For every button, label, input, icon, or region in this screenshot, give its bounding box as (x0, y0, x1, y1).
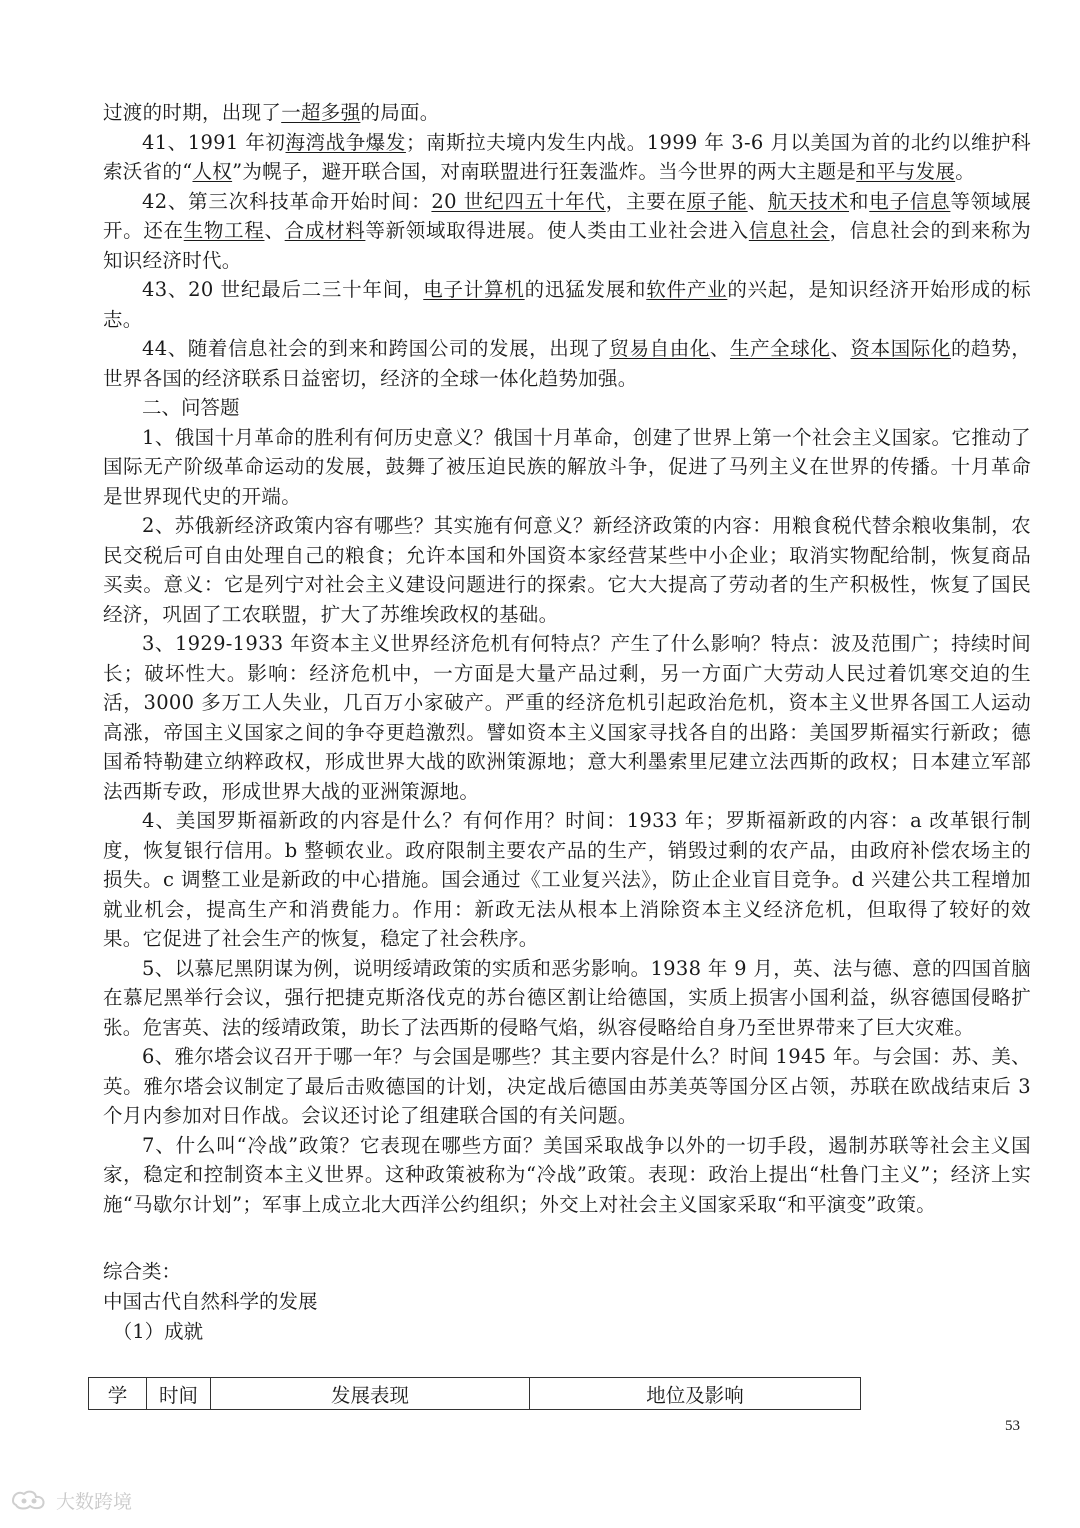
page-content (103, 98, 1031, 1347)
underlined-answer: 海湾战争爆发 (285, 130, 406, 154)
underlined-answer: 合成材料 (284, 219, 366, 242)
watermark-logo-icon (10, 1487, 50, 1513)
qa-item-3: 3、1929-1933 年资本主义世界经济危机有何特点？产生了什么影响？特点：波及范围广；持续时间长；破坏性大。影响：经济危机中，一方面是大量产品过剩，另一方面广大劳动人民过着饥寒交迫的生活，3000 多万工人失业，几百万小家破产。严重的经济危机引起政治危机，资本主义世界各国工人运动高涨，帝国主义国家之间的争夺更趋激烈。譬如资本主义国家寻找各自的出路：美国罗斯福实行新政；德国希特勒建立纳粹政权，形成世界大战的欧洲策源地；意大利墨索里尼建立法西斯的政权；日本建立军部法西斯专政，形成世界大战的亚洲策源地。 (103, 632, 1031, 803)
table-header-cell: 地位及影响 (530, 1378, 861, 1410)
qa-item-7: 7、什么叫“冷战”政策？它表现在哪些方面？美国采取战争以外的一切手段，遏制苏联等社会主义国家，稳定和控制资本主义世界。这种政策被称为“冷战”政策。表现：政治上提出“杜鲁门主义”；经济上实施“马歇尔计划”；军事上成立北大西洋公约组织；外交上对社会主义国家采取“和平演变”政策。 (103, 1133, 1031, 1216)
underlined-answer: 一超多强 (281, 101, 361, 124)
underlined-answer: 生产全球化 (730, 337, 831, 360)
underlined-answer: 航天技术 (767, 189, 850, 213)
underlined-answer: 软件产业 (646, 278, 728, 301)
qa-item-6: 6、雅尔塔会议召开于哪一年？与会国是哪些？其主要内容是什么？时间 1945 年。与会国：苏、美、英。雅尔塔会议制定了最后击败德国的计划，决定战后德国由苏美英等国分区占领，苏联在欧战结束后 3 个月内参加对日作战。会议还讨论了组建联合国的有关问题。 (103, 1045, 1031, 1127)
underlined-answer: 人权 (192, 160, 233, 183)
underlined-answer: 和平与发展 (856, 160, 956, 183)
qa-item-5: 5、以慕尼黑阴谋为例，说明绥靖政策的实质和恶劣影响。1938 年 9 月，英、法与德、意的四国首脑在慕尼黑举行会议，强行把捷克斯洛伐克的苏台德区割让给德国，实质上损害小国利益，纵容德国侵略扩张。危害英、法的绥靖政策，助长了法西斯的侵略气焰，纵容侵略给自身乃至世界带来了巨大灾难。 (103, 956, 1031, 1039)
table-header-cell: 学 (89, 1378, 147, 1410)
qa-item-2: 2、苏俄新经济政策内容有哪些？其实施有何意义？新经济政策的内容：用粮食税代替余粮收集制，农民交税后可自由处理自己的粮食；允许本国和外国资本家经营某些中小企业；取消实物配给制，恢复商品买卖。意义：它是列宁对社会主义建设问题进行的探索。它大大提高了劳动者的生产积极性，恢复了国民经济，巩固了工农联盟，扩大了苏维埃政权的基础。 (103, 514, 1031, 626)
section-heading-qa: 二、问答题 (142, 396, 240, 419)
underlined-answer: 电子信息 (869, 189, 951, 213)
table-header-row (89, 1378, 861, 1410)
watermark-text: 大数跨境 (56, 1490, 133, 1513)
spacer (103, 1219, 1031, 1257)
table-header-cell: 发展表现 (211, 1378, 530, 1410)
paragraph-44: 44、随着信息社会的到来和跨国公司的发展，出现了贸易自由化、生产全球化、资本国际化的趋势，世界各国的经济联系日益密切，经济的全球一体化趋势加强。 (103, 337, 1031, 390)
section-heading-comprehensive: 综合类： (103, 1260, 182, 1283)
paragraph-41: 41、1991 年初海湾战争爆发；南斯拉夫境内发生内战。1999 年 3-6 月以美国为首的北约以维护科索沃省的“人权”为幌子，避开联合国，对南联盟进行狂轰滥炸。当今世界的两大主题是和平与发展。 (103, 130, 1031, 183)
paragraph-intro: 过渡的时期，出现了一超多强的局面。 (103, 101, 440, 124)
table-header-cell: 时间 (147, 1378, 211, 1410)
page-number: 53 (1005, 1418, 1020, 1434)
watermark (10, 1484, 132, 1516)
topic-title: 中国古代自然科学的发展 (103, 1290, 318, 1313)
underlined-answer: 生物工程 (183, 219, 265, 242)
achievements-table (88, 1377, 861, 1410)
underlined-answer: 贸易自由化 (609, 337, 710, 360)
subsection-heading: （1）成就 (112, 1320, 204, 1343)
paragraph-43: 43、20 世纪最后二三十年间，电子计算机的迅猛发展和软件产业的兴起，是知识经济开始形成的标志。 (103, 278, 1031, 331)
qa-item-4: 4、美国罗斯福新政的内容是什么？有何作用？时间：1933 年；罗斯福新政的内容：a 改革银行制度，恢复银行信用。b 整顿农业。政府限制主要农产品的生产，销毁过剩的农产品，由政府补偿农场主的损失。c 调整工业是新政的中心措施。国会通过《工业复兴法》，防止企业盲目竞争。d 兴建公共工程增加就业机会，提高生产和消费能力。作用：新政无法从根本上消除资本主义经济危机，但取得了较好的效果。它促进了社会生产的恢复，稳定了社会秩序。 (103, 809, 1031, 950)
qa-item-1: 1、俄国十月革命的胜利有何历史意义？俄国十月革命，创建了世界上第一个社会主义国家。它推动了国际无产阶级革命运动的发展，鼓舞了被压迫民族的解放斗争，促进了马列主义在世界的传播。十月革命是世界现代史的开端。 (103, 425, 1031, 508)
underlined-answer: 信息社会 (748, 219, 830, 242)
underlined-answer: 资本国际化 (850, 337, 951, 360)
underlined-answer: 原子能 (686, 189, 748, 213)
underlined-answer: 电子计算机 (423, 278, 525, 301)
underlined-answer: 20 世纪四五十年代 (431, 189, 606, 213)
paragraph-42: 42、第三次科技革命开始时间：20 世纪四五十年代，主要在原子能、航天技术和电子信息等领域展开。还在生物工程、合成材料等新领域取得进展。使人类由工业社会进入信息社会，信息社会的到来称为知识经济时代。 (103, 189, 1032, 272)
